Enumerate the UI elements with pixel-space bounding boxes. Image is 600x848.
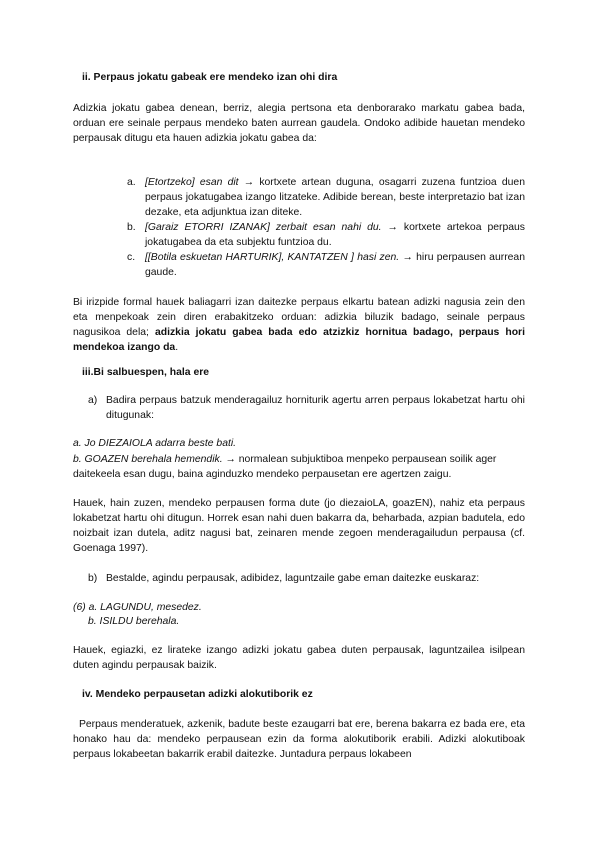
example-item-b (127, 220, 525, 250)
example-item-c (127, 250, 525, 280)
paragraph-imperatives: Hauek, egiazki, ez lirateke izango adizki jokatu gabea duten perpausak, laguntzailea isilpean duten agindu perpausak baizik. (73, 645, 525, 671)
criteria-end: . (175, 342, 179, 353)
example-a-italic: [Etortzeko] esan dit → (145, 177, 255, 188)
exception-a-marker: a) (88, 395, 98, 406)
section-heading-iv: iv. Mendeko perpausetan adizki alokutiborik ez (82, 689, 313, 700)
goazen-text: → normalean subjuktiboa menpeko perpausean soilik ager daitekeela esan dugu, baina aginduzko mendeko perpausetan ere agertzen zaigu. (73, 454, 497, 480)
example-c-italic: [[Botila eskuetan HARTURIK], KANTATZEN ] hasi zen. (145, 252, 400, 263)
criteria-bold-text: adizkia jokatu gabea bada edo atzizkiz hornitua badago, perpaus hori mendekoa izango da (73, 327, 525, 353)
example-a-text: kortxete artean duguna, osagarri zuzena funtzioa duen perpaus jokatugabea izango litzateke. Adibide berean, beste interpretazio bat izan dezake, eta adjunktua izan diteke. (145, 177, 525, 218)
example-lagundu: (6) a. LAGUNDU, mesedez. (73, 602, 202, 613)
section-heading-iii: iii.Bi salbuespen, hala ere (82, 367, 210, 378)
criteria-text: Bi irizpide formal hauek baliagarri izan daitezke perpaus elkartu batean adizki nagusia zein den eta menpekoak zein diren erabakitzeko orduan: adizkia biluzik badago, seinale perpaus nagusikoa dela; (73, 297, 525, 338)
exception-a-text: Badira perpaus batzuk menderagailuz horniturik agertu arren perpaus lokabetzat hartu ohi ditugunak: (106, 395, 525, 421)
example-b-text: → kortxete artekoa perpaus jokatugabea da eta subjektu funtzioa du. (145, 222, 525, 248)
example-marker-b: b. (127, 222, 136, 233)
paragraph-criteria (73, 295, 525, 355)
example-list (127, 175, 525, 280)
example-isildu: b. ISILDU berehala. (88, 616, 180, 627)
example-c-text: → hiru perpausen aurrean gaude. (145, 252, 525, 278)
exception-b-marker: b) (88, 573, 98, 584)
example-jo-diezaiola: a. Jo DIEZAIOLA adarra beste bati. (73, 438, 237, 449)
paragraph-intro: Adizkia jokatu gabea denean, berriz, alegia pertsona eta denborarako markatu gabea bada, orduan ere seinale perpaus mendeko baten aurrean gaudela. Ondoko adibide hauetan mendeko perpausak ditugu eta hauen adizkia jokatu gabea da: (73, 103, 525, 144)
exception-b (88, 571, 525, 586)
paragraph-allocutive: Perpaus menderatuek, azkenik, badute beste ezaugarri bat ere, berena bakarra ez bada ere, eta honako hau da: mendeko perpausean ezin da forma alokutiborik erabili. Adizki alokutiboak perpaus lokabeetan bakarrik erabil daitezke. Juntadura perpaus lokabeen (73, 719, 528, 760)
section-heading-ii: ii. Perpaus jokatu gabeak ere mendeko izan ohi dira (82, 72, 338, 83)
example-b-italic: [Garaiz ETORRI IZANAK] zerbait esan nahi du. (145, 222, 382, 233)
example-marker-c: c. (127, 252, 136, 263)
goazen-italic: b. GOAZEN berehala hemendik. (73, 454, 223, 465)
example-marker-a: a. (127, 177, 136, 188)
paragraph-forms: Hauek, hain zuzen, mendeko perpausen forma dute (jo diezaioLA, goazEN), nahiz eta perpaus lokabetzat hartu ohi ditugun. Horrek esan nahi duen bakarra da, beharbada, azpian badutela, edo noizbait izan dutela, aditz nagusi bat, zeinaren mende zegoen menderagailudun perpausa (cf. Goenaga 1997). (73, 498, 525, 554)
example-goazen (73, 452, 525, 482)
example-item-a (127, 175, 525, 220)
exception-a (88, 393, 525, 423)
exception-b-text: Bestalde, agindu perpausak, adibidez, laguntzaile gabe eman daitezke euskaraz: (106, 573, 480, 584)
